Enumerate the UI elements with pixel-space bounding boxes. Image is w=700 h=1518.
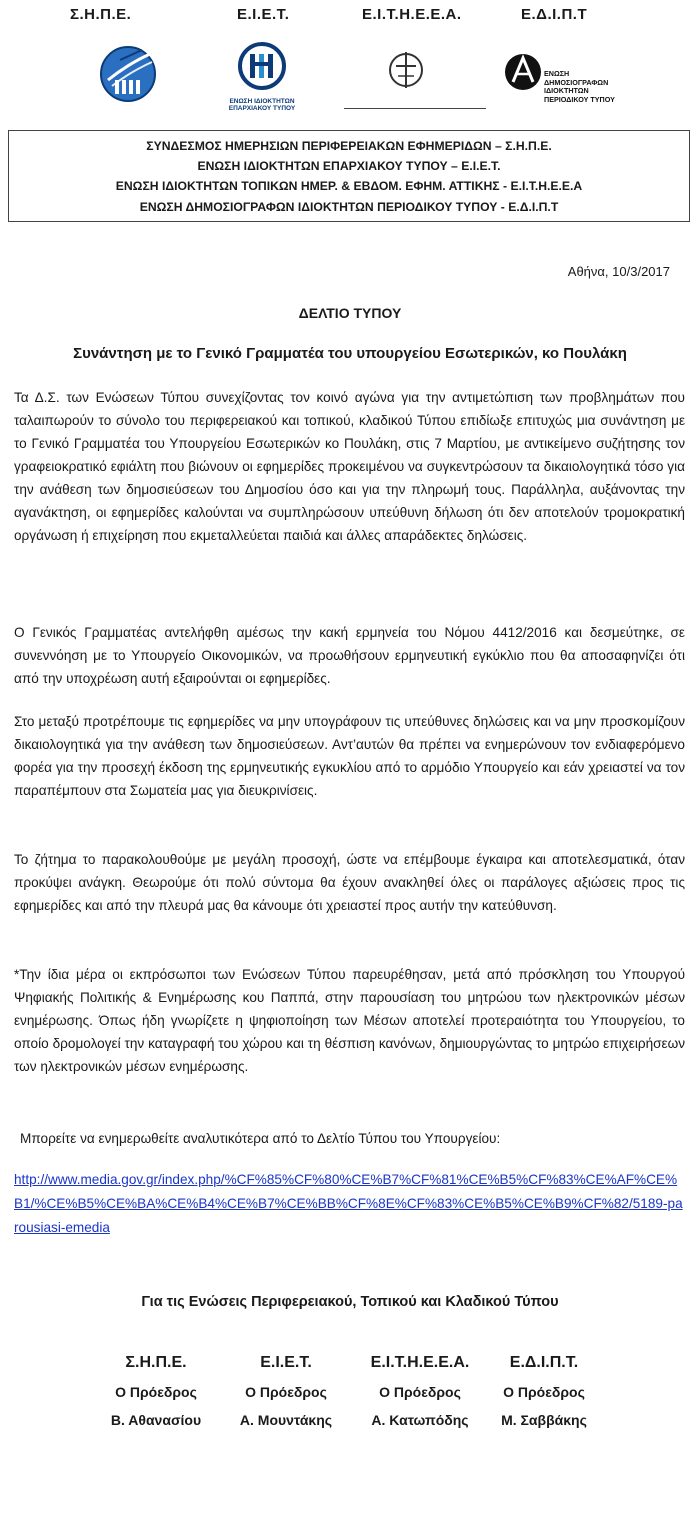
- signature-name: Μ. Σαββάκης: [501, 1412, 587, 1428]
- union-line-2: ΕΝΩΣΗ ΙΔΙΟΚΤΗΤΩΝ ΕΠΑΡΧΙΑΚΟΥ ΤΥΠΟΥ – Ε.Ι.Ε.Τ.: [197, 159, 501, 173]
- paragraph-5: *Την ίδια μέρα οι εκπρόσωποι των Ενώσεων Τύπου παρευρέθησαν, μετά από πρόσκληση του Υπουργού Ψηφιακής Πολιτικής & Ενημέρωσης κου Παππά, στην παρουσίαση του μητρώου των ηλεκτρονικών μέσων ενημέρωσης. Όπως ήδη γνωρίζετε η ψηφιοποίηση των Μέσων αποτελεί προτεραιότητα του Υπουργείου, το οποίο δρομολογεί την καταγραφή του χώρου και τη θέσπιση κανόνων, δημιουργώντας το μητρώο επιχειρήσεων των ηλεκτρονικών μέσων ενημέρωσης.: [14, 967, 685, 1074]
- signature-column-eiet: [226, 1348, 346, 1434]
- union-line-4: ΕΝΩΣΗ ΔΗΜΟΣΙΟΓΡΑΦΩΝ ΙΔΙΟΚΤΗΤΩΝ ΠΕΡΙΟΔΙΚΟΥ ΤΥΠΟΥ - Ε.Δ.Ι.Π.Τ: [139, 200, 559, 214]
- edipt-logo-caption: ΕΝΩΣΗ ΔΗΜΟΣΙΟΓΡΑΦΩΝ ΙΔΙΟΚΤΗΤΩΝ ΠΕΡΙΟΔΙΚΟΥ ΤΥΠΟΥ: [544, 69, 615, 104]
- signature-org: Ε.Δ.Ι.Π.Τ.: [509, 1354, 579, 1371]
- signature-name: Α. Μουντάκης: [239, 1412, 333, 1428]
- shpe-logo-icon: [98, 40, 158, 120]
- document-date: Αθήνα, 10/3/2017: [567, 264, 670, 279]
- paragraph-1: Τα Δ.Σ. των Ενώσεων Τύπου συνεχίζοντας τον κοινό αγώνα για την αντιμετώπιση των προβλημάτων που ταλαιπωρούν το σύνολο του περιφερειακού και τοπικού, κλαδικού Τύπου επιδίωξε επιτυχώς μια συνάντηση με το Γενικό Γραμματέα του Υπουργείου Εσωτερικών κο Πουλάκη, στις 7 Μαρτίου, με αντικείμενο συζήτησης τον γραφειοκρατικό εφιάλτη που βιώνουν οι εφημερίδες προκειμένου να συγκεντρώσουν τα δικαιολογητικά τόσο για την ανάθεση των δημοσιεύσεων του Δημοσίου όσο και για την πληρωμή τους. Παράλληλα, αυξάνοντας την αγανάκτηση, οι εφημερίδες καλούνται να συμπληρώσουν υπεύθυνη δήλωση ότι δεν αποτελούν τρομοκρατική οργάνωση ή επιχείρηση που εκμεταλλεύεται παιδιά και άλλες απαράδεκτες δηλώσεις.: [14, 390, 685, 543]
- edipt-logo-icon: [503, 40, 543, 120]
- signature-column-shpe: [96, 1348, 216, 1434]
- ministry-press-release-link[interactable]: http://www.media.gov.gr/index.php/%CF%85%CF%80%CE%B7%CF%81%CE%B5%CF%83%CE%AF%CE%B1/%CE%B5%CE%BA%CE%B4%CE%B7%CE%BB%CF%8E%CF%83%CE%B5%CE%B9%CF%82/5189-parousiasi-emedia: [14, 1172, 683, 1235]
- union-line-1: ΣΥΝΔΕΣΜΟΣ ΗΜΕΡΗΣΙΩΝ ΠΕΡΙΦΕΡΕΙΑΚΩΝ ΕΦΗΜΕΡΙΔΩΝ – Σ.Η.Π.Ε.: [146, 139, 552, 153]
- info-line: Μπορείτε να ενημερωθείτε αναλυτικότερα από το Δελτίο Τύπου του Υπουργείου:: [20, 1131, 501, 1146]
- signature-org: Ε.Ι.Τ.Η.Ε.Ε.Α.: [370, 1354, 470, 1371]
- union-line-3: ΕΝΩΣΗ ΙΔΙΟΚΤΗΤΩΝ ΤΟΠΙΚΩΝ ΗΜΕΡ. & ΕΒΔΟΜ. ΕΦΗΜ. ΑΤΤΙΚΗΣ - Ε.Ι.Τ.Η.Ε.Ε.Α: [115, 179, 583, 193]
- document-title: ΔΕΛΤΙΟ ΤΥΠΟΥ: [298, 305, 402, 321]
- signature-org: Σ.Η.Π.Ε.: [125, 1354, 187, 1371]
- signature-name: Β. Αθανασίου: [110, 1412, 202, 1428]
- signature-role: Ο Πρόεδρος: [379, 1384, 461, 1400]
- header-abbreviations: [0, 6, 700, 30]
- signature-heading: Για τις Ενώσεις Περιφερειακού, Τοπικού και Κλαδικού Τύπου: [141, 1294, 559, 1310]
- signature-role: Ο Πρόεδρος: [245, 1384, 327, 1400]
- abbr-eiet: Ε.Ι.Ε.Τ.: [237, 6, 290, 23]
- abbr-shpe: Σ.Η.Π.Ε.: [70, 6, 132, 23]
- signature-column-eitheea: [354, 1348, 486, 1434]
- signature-org: Ε.Ι.Ε.Τ.: [260, 1354, 312, 1371]
- signature-name: Α. Κατωπόδης: [371, 1412, 469, 1428]
- eitheea-logo-underline: [344, 108, 486, 109]
- abbr-edipt: Ε.Δ.Ι.Π.Τ: [521, 6, 588, 23]
- eiet-logo-caption: ΕΝΩΣΗ ΙΔΙΟΚΤΗΤΩΝ ΕΠΑΡΧΙΑΚΟΥ ΤΥΠΟΥ: [228, 98, 296, 112]
- signature-role: Ο Πρόεδρος: [115, 1384, 197, 1400]
- signature-column-edipt: [484, 1348, 604, 1434]
- paragraph-2: Ο Γενικός Γραμματέας αντελήφθη αμέσως την κακή ερμηνεία του Νόμου 4412/2016 και δεσμεύτηκε, σε συνεννόηση με το Υπουργείο Οικονομικών, να προωθήσουν ερμηνευτική εγκύκλιο που θα αποσαφηνίζει ότι από την υποχρέωση αυτή εξαιρούνται οι εφημερίδες.: [14, 625, 685, 686]
- document-subtitle: Συνάντηση με το Γενικό Γραμματέα του υπουργείου Εσωτερικών, κο Πουλάκη: [73, 345, 627, 362]
- signature-role: Ο Πρόεδρος: [503, 1384, 585, 1400]
- union-names-box: [8, 130, 690, 222]
- abbr-eitheea: Ε.Ι.Τ.Η.Ε.Ε.Α.: [362, 6, 462, 23]
- paragraph-3: Στο μεταξύ προτρέπουμε τις εφημερίδες να μην υπογράφουν τις υπεύθυνες δηλώσεις και να μην προσκομίζουν δικαιολογητικά για την ανάθεση των δημοσιεύσεων. Αντ’αυτών θα πρέπει να ενημερώνουν τον ενδιαφερόμενο φορέα για την προσεχή έκδοση της ερμηνευτικής εγκυκλίου από το αρμόδιο Υπουργείο και εάν χρειαστεί να τον παραπέμπουν στα Σωματεία μας για διευκρινίσεις.: [14, 714, 685, 798]
- paragraph-4: Το ζήτημα το παρακολουθούμε με μεγάλη προσοχή, ώστε να επέμβουμε έγκαιρα και αποτελεσματικά, όταν προκύψει ανάγκη. Θεωρούμε ότι πολύ σύντομα θα έχουν ανακληθεί όλες οι παράλογες αξιώσεις προς τις εφημερίδες και από την πλευρά μας θα κάνουμε ότι χρειαστεί προς αυτήν την κατεύθυνση.: [14, 852, 685, 913]
